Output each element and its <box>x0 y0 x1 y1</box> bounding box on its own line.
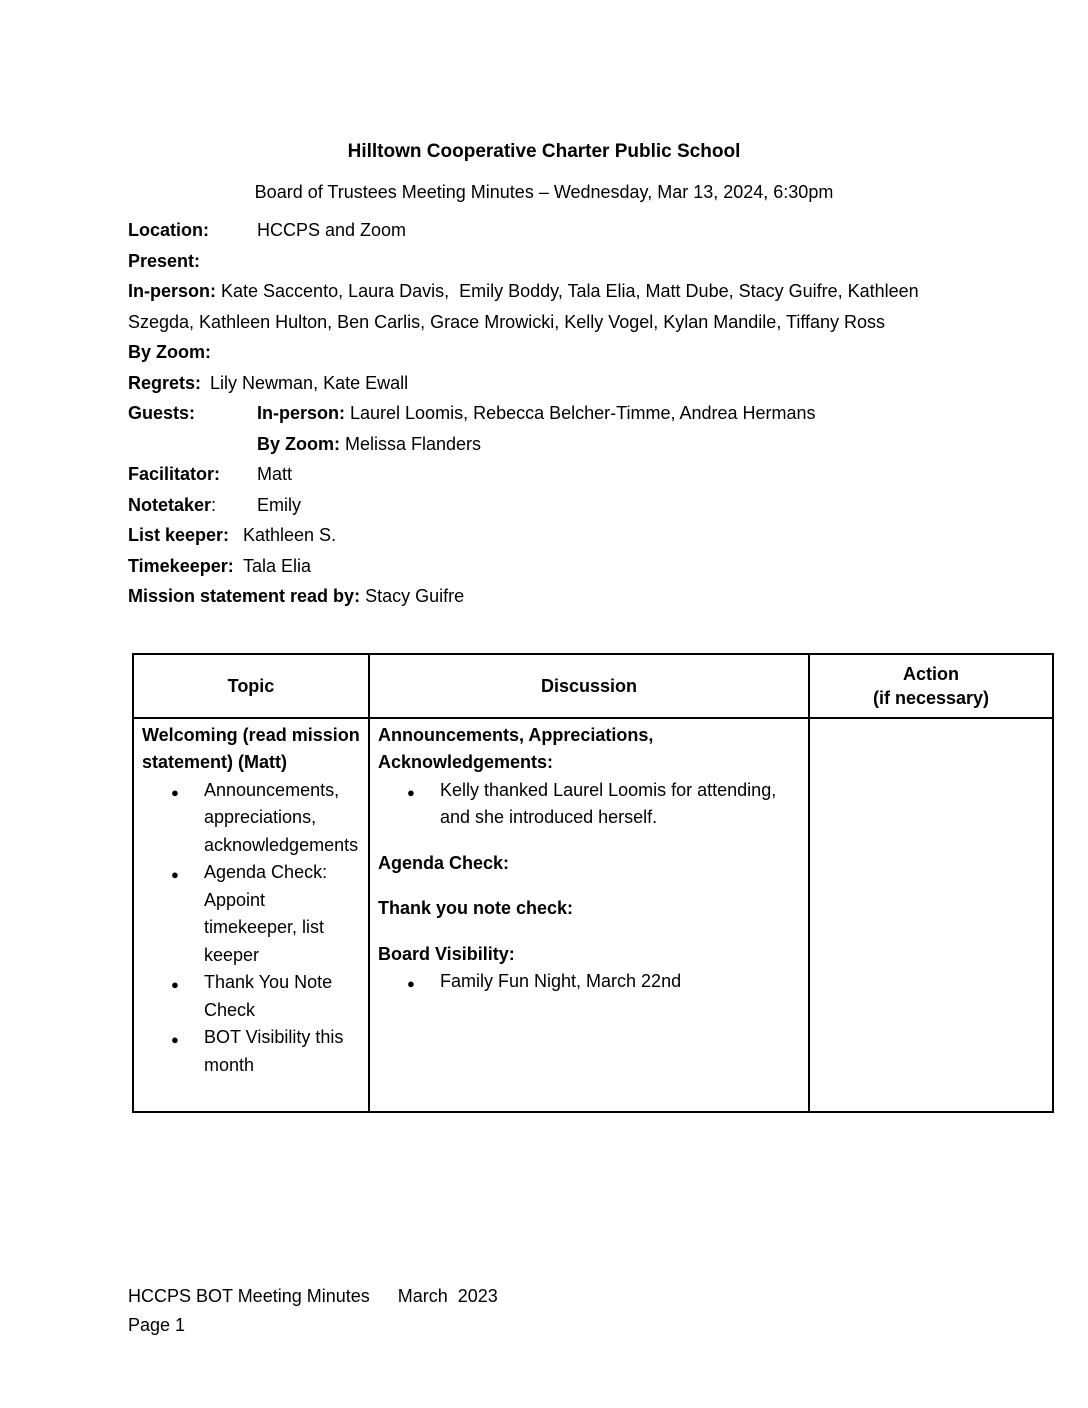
footer-page-number: Page 1 <box>128 1315 186 1335</box>
by-zoom-label: By Zoom: <box>128 342 211 362</box>
notetaker-line <box>128 490 960 521</box>
list-item: ● Family Fun Night, March 22nd <box>440 968 800 996</box>
present-label: Present: <box>128 250 201 271</box>
location-value: HCCPS and Zoom <box>257 220 407 240</box>
list-item: ● Agenda Check: Appoint timekeeper, list keeper <box>204 859 360 969</box>
discussion-cell <box>369 718 809 1112</box>
discussion-section-announcements <box>378 722 800 832</box>
column-header-discussion: Discussion <box>369 654 809 718</box>
regrets-label: Regrets: <box>128 372 202 393</box>
minutes-table <box>132 653 1054 1113</box>
regrets-value: Lily Newman, Kate Ewall <box>210 372 409 393</box>
document-subtitle: Board of Trustees Meeting Minutes – Wednesday, Mar 13, 2024, 6:30pm <box>254 182 834 202</box>
topic-bullet-list <box>142 777 360 1080</box>
location-line <box>128 215 960 246</box>
list-item: ● Announcements, appreciations, acknowledgements <box>204 777 360 860</box>
facilitator-label: Facilitator: <box>128 464 221 484</box>
guests-in-person-label: In-person: <box>257 403 345 423</box>
location-label: Location: <box>128 220 209 240</box>
in-person-value: Kate Saccento, Laura Davis, Emily Boddy, Tala Elia, Matt Dube, Stacy Guifre, Kathleen Szegda, Kathleen Hulton, Ben Carlis, Grace Mrowicki, Kelly Vogel, Kylan Mandile, Tiffany Ross <box>128 281 924 332</box>
page-footer <box>128 1282 498 1340</box>
discussion-section-thank-you <box>378 895 800 923</box>
guests-line <box>128 398 960 429</box>
timekeeper-label: Timekeeper: <box>128 555 234 576</box>
guests-zoom-line <box>257 429 960 460</box>
notetaker-label-wrap <box>128 490 257 521</box>
action-cell <box>809 718 1053 1112</box>
column-header-topic: Topic <box>133 654 369 718</box>
section-heading: Board Visibility: <box>378 943 515 964</box>
topic-cell <box>133 718 369 1112</box>
meeting-info <box>128 215 960 612</box>
guests-in-person-value: Laurel Loomis, Rebecca Belcher-Timme, Andrea Hermans <box>345 403 816 423</box>
notetaker-colon: : <box>211 494 217 515</box>
list-item: ● Kelly thanked Laurel Loomis for attending, and she introduced herself. <box>440 777 800 832</box>
column-header-action <box>809 654 1053 718</box>
discussion-section-board-visibility <box>378 941 800 996</box>
regrets-line <box>128 368 960 399</box>
table-header-row <box>133 654 1053 718</box>
timekeeper-value: Tala Elia <box>243 555 312 576</box>
section-bullet-list <box>378 968 800 996</box>
in-person-label: In-person: <box>128 281 216 301</box>
guests-label: Guests: <box>128 403 196 423</box>
notetaker-value: Emily <box>257 494 301 515</box>
in-person-line <box>128 276 960 337</box>
section-heading: Thank you note check: <box>378 898 574 918</box>
list-item: ● Thank You Note Check <box>204 969 360 1024</box>
facilitator-line <box>128 459 960 490</box>
mission-line <box>128 581 960 612</box>
mission-value: Stacy Guifre <box>365 586 465 606</box>
list-keeper-value: Kathleen S. <box>243 525 337 545</box>
mission-label: Mission statement read by: <box>128 586 361 606</box>
guests-by-zoom-label: By Zoom: <box>257 433 340 454</box>
present-line <box>128 246 960 277</box>
list-keeper-label: List keeper: <box>128 525 230 545</box>
facilitator-value: Matt <box>257 464 293 484</box>
footer-doc-name: HCCPS BOT Meeting Minutes <box>128 1286 370 1306</box>
guests-by-zoom-value: Melissa Flanders <box>340 433 482 454</box>
discussion-section-agenda-check <box>378 850 800 878</box>
section-heading: Agenda Check: <box>378 852 510 873</box>
notetaker-label: Notetaker <box>128 494 212 515</box>
list-item: ● BOT Visibility this month <box>204 1024 360 1079</box>
column-header-action-line2: (if necessary) <box>872 687 990 708</box>
document-title: Hilltown Cooperative Charter Public School <box>347 141 741 162</box>
by-zoom-line <box>128 337 960 368</box>
table-row <box>133 718 1053 1112</box>
timekeeper-line <box>128 551 960 582</box>
column-header-action-line1: Action <box>903 663 959 684</box>
section-heading: Announcements, Appreciations, Acknowledgements: <box>378 724 654 772</box>
topic-heading: Welcoming (read mission statement) (Matt) <box>142 724 360 772</box>
section-bullet-list <box>378 777 800 832</box>
footer-date: March 2023 <box>397 1286 498 1306</box>
list-keeper-line <box>128 520 960 551</box>
footer-line1 <box>128 1282 498 1311</box>
